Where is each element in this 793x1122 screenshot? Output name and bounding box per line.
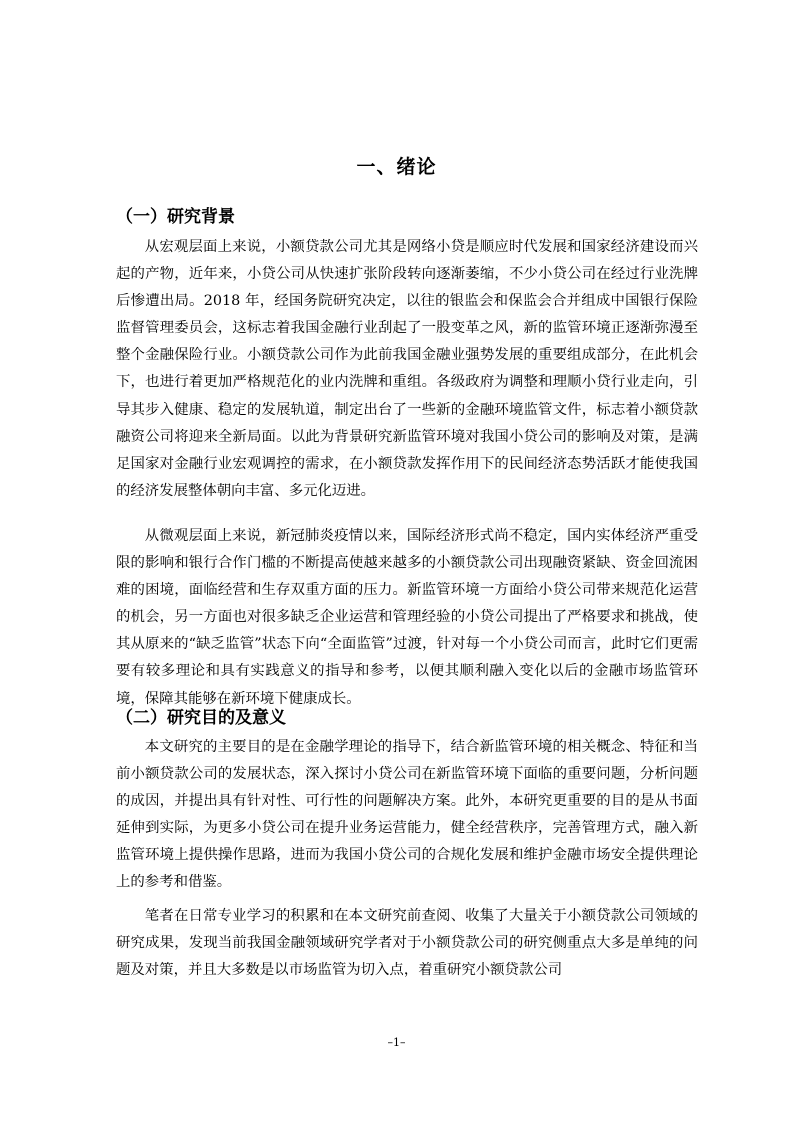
paragraph-research-purpose: 本文研究的主要目的是在金融学理论的指导下，结合新监管环境的相关概念、特征和当前小额贷款公司的发展状态，深入探讨小贷公司在新监管环境下面临的重要问题，分析问题的成因，并提出具有针对性、可行性的问题解决方案。此外，本研究更重要的目的是从书面延伸到实际，为更多小贷公司在提升业务运营能力，健全经营秩序，完善管理方式，融入新监管环境上提供操作思路，进而为我国小贷公司的合规化发展和维护金融市场安全提供理论上的参考和借鉴。 [116,739,698,891]
paragraph-literature-review: 笔者在日常专业学习的积累和在本文研究前查阅、收集了大量关于小额贷款公司领域的研究成果，发现当前我国金融领域研究学者对于小额贷款公司的研究侧重点大多是单纯的问题及对策，并且大多数是以市场监管为切入点，着重研究小额贷款公司 [116,908,698,979]
paragraph-macro-level: 从宏观层面上来说，小额贷款公司尤其是网络小贷是顺应时代发展和国家经济建设而兴起的产物，近年来，小贷公司从快速扩张阶段转向逐渐萎缩，不少小贷公司在经过行业洗牌后惨遭出局。2018 年，经国务院研究决定，以往的银监会和保监会合并组成中国银行保险监督管理委员会，这标志着我国金融行业刮起了一股变革之风，新的监管环境正逐渐弥漫至整个金融保险行业。小额贷款公司作为此前我国金融业强势发展的重要组成部分，在此机会下，也进行着更加严格规范化的业内洗牌和重组。各级政府为调整和理顺小贷行业走向，引导其步入健康、稳定的发展轨道，制定出台了一些新的金融环境监管文件，标志着小额贷款融资公司将迎来全新局面。以此为背景研究新监管环境对我国小贷公司的影响及对策，是满足国家对金融行业宏观调控的需求，在小额贷款发挥作用下的民间经济态势活跃才能使我国的经济发展整体朝向丰富、多元化迈进。 [116,239,698,499]
section-heading-research-background: （一）研究背景 [116,207,235,227]
page-number: –1– [387,1036,406,1049]
paragraph-micro-level: 从微观层面上来说，新冠肺炎疫情以来，国际经济形式尚不稳定，国内实体经济严重受限的影响和银行合作门槛的不断提高使越来越多的小额贷款公司出现融资紧缺、资金回流困难的困境，面临经营和生存双重方面的压力。新监管环境一方面给小贷公司带来规范化运营的机会，另一方面也对很多缺乏企业运营和管理经验的小贷公司提出了严格要求和挑战，使其从原来的“缺乏监管”状态下向“全面监管”过渡，针对每一个小贷公司而言，此时它们更需要有较多理论和具有实践意义的指导和参考，以便其顺利融入变化以后的金融市场监管环境，保障其能够在新环境下健康成长。 [116,528,698,707]
section-heading-research-purpose: （二）研究目的及意义 [116,708,286,728]
chapter-title: 一、绪论 [356,156,437,178]
